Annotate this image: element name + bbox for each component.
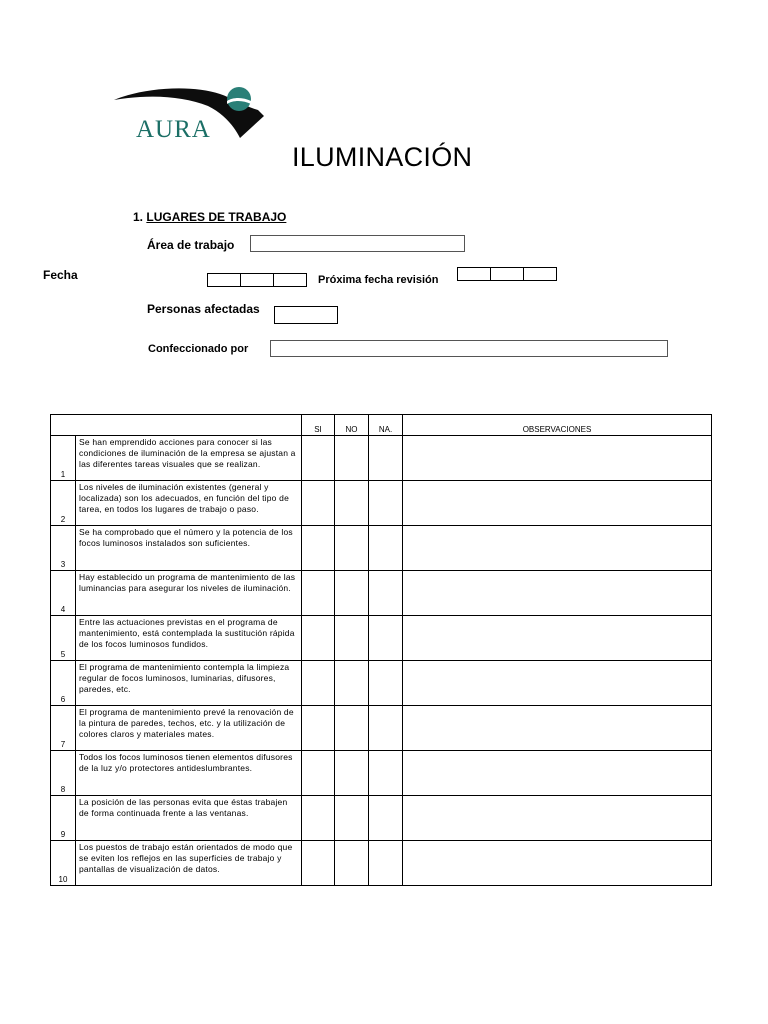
section-title: LUGARES DE TRABAJO [146, 210, 287, 224]
table-row [51, 616, 712, 661]
affected-field[interactable] [274, 306, 338, 324]
affected-label: Personas afectadas [147, 302, 260, 316]
si-cell[interactable] [302, 706, 335, 751]
no-cell[interactable] [335, 661, 369, 706]
na-cell[interactable] [369, 796, 403, 841]
table-row [51, 436, 712, 481]
header-no: NO [335, 415, 369, 436]
no-cell[interactable] [335, 616, 369, 661]
observations-cell[interactable] [403, 661, 712, 706]
si-cell[interactable] [302, 841, 335, 886]
no-cell[interactable] [335, 706, 369, 751]
table-row [51, 751, 712, 796]
na-cell[interactable] [369, 706, 403, 751]
observations-cell[interactable] [403, 526, 712, 571]
na-cell[interactable] [369, 526, 403, 571]
row-question: Los puestos de trabajo están orientados de modo que se eviten los reflejos en las superficies de trabajo y pantallas de visualización de datos. [76, 841, 302, 886]
row-question: El programa de mantenimiento contempla la limpieza regular de focos luminosos, luminarias, difusores, paredes, etc. [76, 661, 302, 706]
na-cell[interactable] [369, 481, 403, 526]
no-cell[interactable] [335, 796, 369, 841]
prepared-by-label: Confeccionado por [148, 343, 249, 355]
na-cell[interactable] [369, 751, 403, 796]
checklist-table [50, 414, 712, 886]
table-row [51, 481, 712, 526]
area-field[interactable] [250, 235, 465, 252]
row-question: Todos los focos luminosos tienen elementos difusores de la luz y/o protectores antideslumbrantes. [76, 751, 302, 796]
section-heading [133, 210, 286, 224]
table-row [51, 841, 712, 886]
no-cell[interactable] [335, 436, 369, 481]
observations-cell[interactable] [403, 571, 712, 616]
page-title: ILUMINACIÓN [292, 142, 473, 172]
row-number: 8 [51, 751, 76, 796]
row-question: Se han emprendido acciones para conocer si las condiciones de iluminación de la empresa se ajustan a las diferentes tareas visuales que se realizan. [76, 436, 302, 481]
next-review-day-cell[interactable] [457, 267, 491, 281]
na-cell[interactable] [369, 571, 403, 616]
next-review-label: Próxima fecha revisión [318, 274, 439, 286]
row-question: Hay establecido un programa de mantenimiento de las luminancias para asegurar los niveles de iluminación. [76, 571, 302, 616]
section-number: 1. [133, 210, 144, 224]
table-row [51, 796, 712, 841]
row-question: Los niveles de iluminación existentes (general y localizada) son los adecuados, en función del tipo de tarea, en todos los lugares de trabajo o paso. [76, 481, 302, 526]
si-cell[interactable] [302, 616, 335, 661]
observations-cell[interactable] [403, 481, 712, 526]
na-cell[interactable] [369, 841, 403, 886]
fecha-label: Fecha [43, 268, 78, 282]
no-cell[interactable] [335, 751, 369, 796]
si-cell[interactable] [302, 526, 335, 571]
observations-cell[interactable] [403, 841, 712, 886]
na-cell[interactable] [369, 661, 403, 706]
observations-cell[interactable] [403, 751, 712, 796]
next-review-month-cell[interactable] [491, 267, 524, 281]
next-review-field[interactable] [457, 267, 557, 281]
observations-cell[interactable] [403, 796, 712, 841]
observations-cell[interactable] [403, 436, 712, 481]
si-cell[interactable] [302, 436, 335, 481]
row-question: Entre las actuaciones previstas en el programa de mantenimiento, está contemplada la sustitución rápida de los focos luminosos fundidos. [76, 616, 302, 661]
aura-logo [112, 86, 264, 146]
header-observations: OBSERVACIONES [403, 415, 712, 436]
prepared-by-field[interactable] [270, 340, 668, 357]
row-question: La posición de las personas evita que éstas trabajen de forma continuada frente a las ventanas. [76, 796, 302, 841]
row-number: 4 [51, 571, 76, 616]
row-question: El programa de mantenimiento prevé la renovación de la pintura de paredes, techos, etc. y la utilización de colores claros y materiales mates. [76, 706, 302, 751]
row-number: 5 [51, 616, 76, 661]
header-na: NA. [369, 415, 403, 436]
fecha-day-cell[interactable] [207, 273, 241, 287]
row-question: Se ha comprobado que el número y la potencia de los focos luminosos instalados son suficientes. [76, 526, 302, 571]
si-cell[interactable] [302, 751, 335, 796]
na-cell[interactable] [369, 616, 403, 661]
header-si: SI [302, 415, 335, 436]
next-review-year-cell[interactable] [524, 267, 557, 281]
logo-text: AURA [136, 116, 211, 143]
row-number: 9 [51, 796, 76, 841]
row-number: 10 [51, 841, 76, 886]
observations-cell[interactable] [403, 706, 712, 751]
no-cell[interactable] [335, 526, 369, 571]
table-row [51, 661, 712, 706]
no-cell[interactable] [335, 481, 369, 526]
si-cell[interactable] [302, 796, 335, 841]
row-number: 6 [51, 661, 76, 706]
no-cell[interactable] [335, 841, 369, 886]
si-cell[interactable] [302, 481, 335, 526]
table-row [51, 571, 712, 616]
fecha-year-cell[interactable] [274, 273, 307, 287]
fecha-month-cell[interactable] [241, 273, 274, 287]
table-row [51, 706, 712, 751]
observations-cell[interactable] [403, 616, 712, 661]
no-cell[interactable] [335, 571, 369, 616]
fecha-field[interactable] [207, 273, 307, 287]
row-number: 1 [51, 436, 76, 481]
si-cell[interactable] [302, 661, 335, 706]
na-cell[interactable] [369, 436, 403, 481]
table-header-row [51, 415, 712, 436]
area-label: Área de trabajo [147, 238, 235, 252]
header-blank [51, 415, 302, 436]
row-number: 3 [51, 526, 76, 571]
table-row [51, 526, 712, 571]
row-number: 2 [51, 481, 76, 526]
row-number: 7 [51, 706, 76, 751]
si-cell[interactable] [302, 571, 335, 616]
